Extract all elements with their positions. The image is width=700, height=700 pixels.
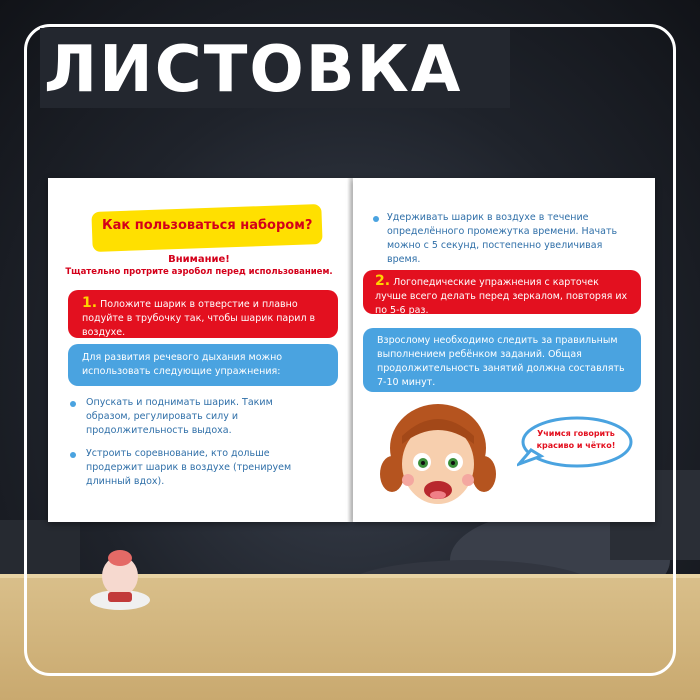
bullet-dot bbox=[70, 401, 76, 407]
right-page bbox=[353, 178, 655, 522]
info-text: Для развития речевого дыхания можно использовать следующие упражнения: bbox=[82, 352, 283, 377]
info-box bbox=[68, 344, 338, 386]
step1-number: 1. bbox=[82, 295, 98, 311]
booklet bbox=[48, 178, 655, 522]
step1-box bbox=[68, 290, 338, 338]
step2-box bbox=[363, 270, 641, 314]
step2-number: 2. bbox=[375, 273, 391, 289]
girl-face-illustration bbox=[378, 396, 498, 514]
bullet-1: Опускать и поднимать шарик. Таким образом, регулировать силу и продолжительность выдоха. bbox=[86, 397, 273, 436]
bullet-dot bbox=[70, 452, 76, 458]
left-page bbox=[48, 178, 350, 522]
step2-text: Логопедические упражнения с карточек лучше всего делать перед зеркалом, повторяя их по 5-6 раз. bbox=[375, 277, 628, 316]
page-title: ЛИСТОВКА bbox=[44, 33, 463, 107]
right-bullet: Удерживать шарик в воздухе в течение определённого промежутка времени. Начать можно с 5 секунд, постепенно увеличивая время. bbox=[387, 212, 618, 265]
warning-text: Тщательно протрите аэробол перед использованием. bbox=[65, 267, 333, 277]
step1-text: Положите шарик в отверстие и плавно подуйте в трубочку так, чтобы шарик парил в воздухе. bbox=[82, 299, 316, 338]
left-heading: Как пользоваться набором? bbox=[102, 218, 313, 233]
bullet-dot bbox=[373, 216, 379, 222]
info-text-right: Взрослому необходимо следить за правильным выполнением ребёнком заданий. Общая продолжительность занятий должна составлять 7-10 минут. bbox=[377, 335, 625, 388]
warning-title: Внимание! bbox=[168, 254, 230, 265]
info-box-right bbox=[363, 328, 641, 392]
bubble-text: Учимся говорить красиво и чётко! bbox=[536, 429, 616, 450]
bullet-2: Устроить соревнование, кто дольше продержит шарик в воздухе (тренируем длинный вдох). bbox=[86, 448, 292, 487]
